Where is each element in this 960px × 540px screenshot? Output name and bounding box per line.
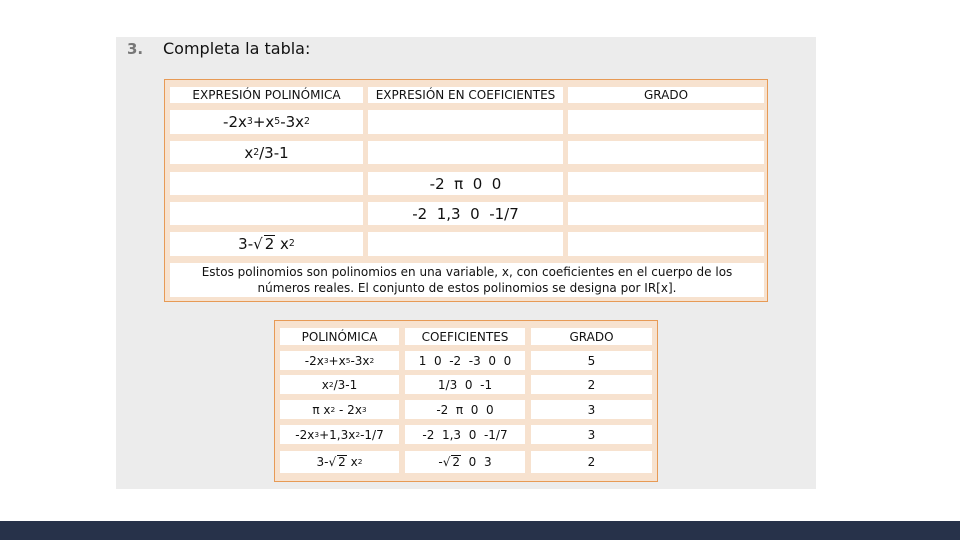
table1-row2-polynomial: x 2 /3-1 [170,141,363,164]
table2-row2-coefficients: 1/3 0 -1 [405,375,525,394]
question-number: 3. [127,40,144,58]
table1-row4-coefficients: -2 1,3 0 -1/7 [368,202,563,225]
table2-row5-coefficients: - √ 2 0 3 [405,451,525,473]
question-text: Completa la tabla: [163,39,311,58]
table1-row2-degree-blank[interactable] [568,141,764,164]
table2-row1-degree: 5 [531,351,652,370]
table1-row1-polynomial: -2x 3 +x 5 -3x 2 [170,110,363,134]
table1-note [170,263,764,297]
table1-row3-coefficients: -2 π 0 0 [368,172,563,195]
table1-row3-polynomial-blank[interactable] [170,172,363,195]
table1-header-coefficients: EXPRESIÓN EN COEFICIENTES [368,87,563,103]
table2-header-coefficients: COEFICIENTES [405,328,525,345]
table1-row5-polynomial: 3- √ 2 x 2 [170,232,363,256]
table1-row5-degree-blank[interactable] [568,232,764,256]
table2-row3-polynomial: π x 2 - 2x 3 [280,400,399,419]
table1-row4-degree-blank[interactable] [568,202,764,225]
table2-row3-coefficients: -2 π 0 0 [405,400,525,419]
table2-row2-degree: 2 [531,375,652,394]
sqrt-symbol-icon: √ [442,455,451,469]
table1-header-degree: GRADO [568,87,764,103]
table1-row1-degree-blank[interactable] [568,110,764,134]
table1-row4-polynomial-blank[interactable] [170,202,363,225]
table2-row3-degree: 3 [531,400,652,419]
table2-row5-polynomial: 3- √ 2 x 2 [280,451,399,473]
table1-row2-coefficients-blank[interactable] [368,141,563,164]
table2-row4-coefficients: -2 1,3 0 -1/7 [405,425,525,444]
table1-row5-coefficients-blank[interactable] [368,232,563,256]
sqrt-symbol-icon: √ [253,235,263,253]
table2-row1-coefficients: 1 0 -2 -3 0 0 [405,351,525,370]
sqrt-symbol-icon: √ [328,455,337,469]
table2-header-degree: GRADO [531,328,652,345]
table1-header-polynomial: EXPRESIÓN POLINÓMICA [170,87,363,103]
table2-row2-polynomial: x 2 /3-1 [280,375,399,394]
table1-row3-degree-blank[interactable] [568,172,764,195]
table2-row4-degree: 3 [531,425,652,444]
slide-footer-bar [0,521,960,540]
table1-note-line2: números reales. El conjunto de estos polinomios se designa por IR[x]. [257,281,677,295]
table1-note-line1: Estos polinomios son polinomios en una variable, x, con coeficientes en el cuerpo de los [201,265,733,279]
table1-row1-coefficients-blank[interactable] [368,110,563,134]
table2-row4-polynomial: -2x 3 +1,3x 2 -1/7 [280,425,399,444]
table2-header-polynomial: POLINÓMICA [280,328,399,345]
table2-row1-polynomial: -2x 3 +x 5 -3x 2 [280,351,399,370]
table2-row5-degree: 2 [531,451,652,473]
